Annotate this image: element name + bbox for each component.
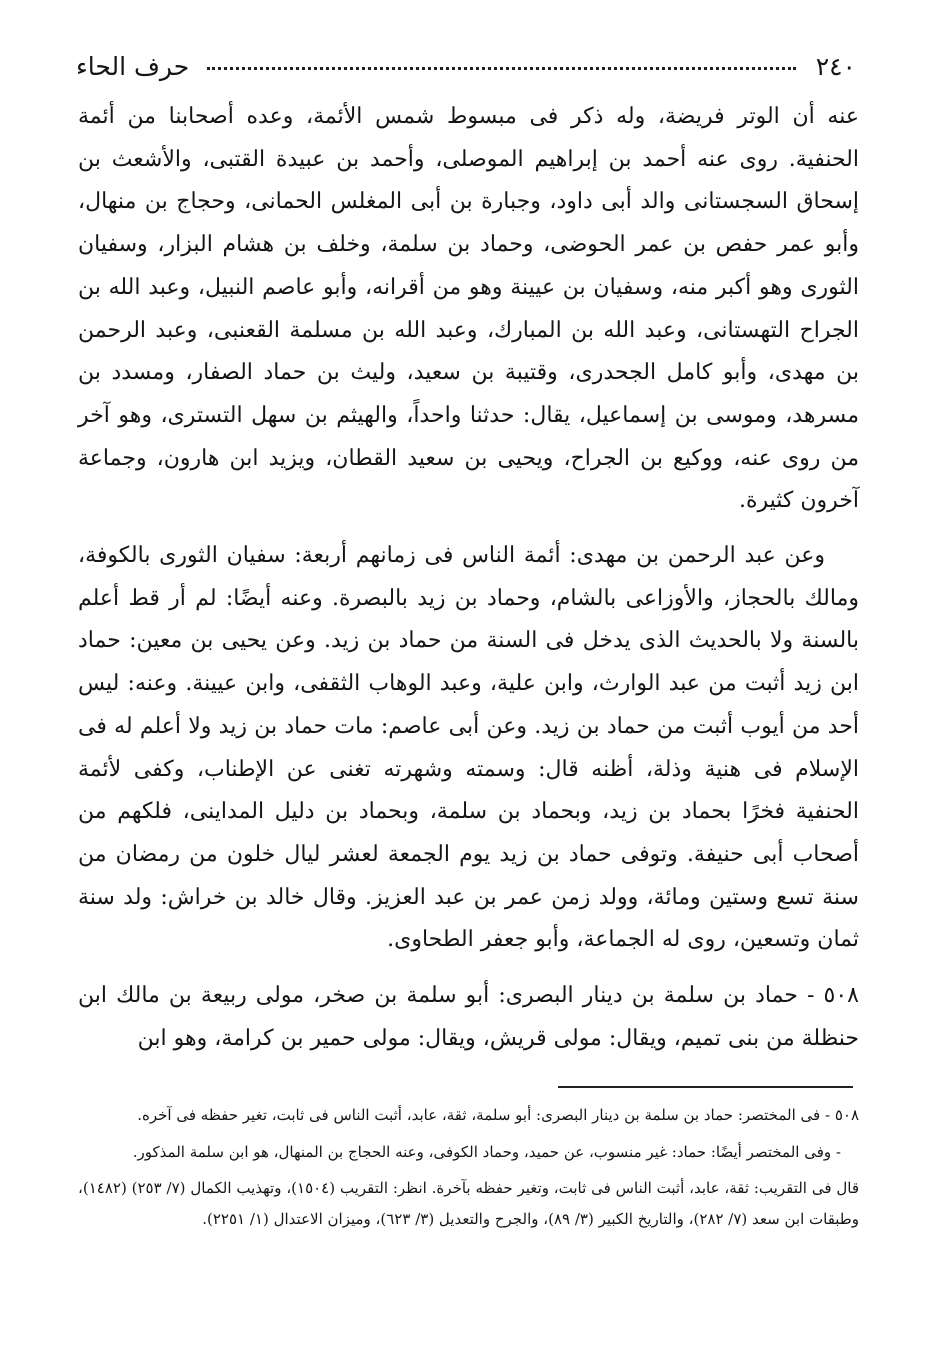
biography-entry-508: ٥٠٨ - حماد بن سلمة بن دينار البصرى: أبو سلمة بن صخر، مولى ربيعة بن مالك ابن حنظلة من بنى تميم، ويقال: مولى قريش، ويقال: مولى حمير بن كرامة، وهو ابن [78, 983, 859, 1051]
header-dotted-leader [207, 67, 796, 70]
footnote-508-summary: ٥٠٨ - فى المختصر: حماد بن سلمة بن دينار البصرى: أبو سلمة، ثقة، عابد، أثبت الناس فى ثابت، تغير حفظه فى آخره. [137, 1106, 859, 1124]
body-paragraph-2: وعن عبد الرحمن بن مهدى: أئمة الناس فى زمانهم أربعة: سفيان الثورى بالكوفة، ومالك بالحجاز، والأوزاعى بالشام، وحماد بن زيد بالبصرة. وعنه أيضًا: لم أر قط أعلم بالسنة ولا بالحديث الذى يدخل فى السنة من حماد بن زيد. وعن يحيى بن معين: حماد ابن زيد أثبت من عبد الوارث، وابن علية، وعبد الوهاب الثقفى، وابن عيينة. وعنه: ليس أحد من أيوب أثبت من حماد بن زيد. وعن أبى عاصم: مات حماد بن زيد ولا أعلم له فى الإسلام فى هنية وذلة، أظنه قال: وسمته وشهرته تغنى عن الإطناب، وكفى لأئمة الحنفية فخرًا بحماد بن زيد، وبحماد بن سلمة، وبحماد بن دليل المداينى، فلكهم من أصحاب أبى حنيفة. وتوفى حماد بن زيد يوم الجمعة لعشر ليال خلون من رمضان من سنة تسع وستين ومائة، وولد زمن عمر بن عبد العزيز. وقال خالد بن خراش: ولد سنة ثمان وتسعين، روى له الجماعة، وأبو جعفر الطحاوى. [78, 543, 859, 953]
body-paragraph-1: عنه أن الوتر فريضة، وله ذكر فى مبسوط شمس الأئمة، وعده أصحابنا من أئمة الحنفية. روى عنه أحمد بن إبراهيم الموصلى، وأحمد بن عبيدة القتبى، والأشعث بن إسحاق السجستانى والد أبى داود، وجبارة بن أبى المغلس الحمانى، وحجاج بن منهال، وأبو عمر حفص بن عمر الحوضى، وحماد بن سلمة، وخلف بن هشام البزار، وسفيان الثورى وهو أكبر منه، وسفيان بن عيينة وهو من أقرانه، وأبو عاصم النبيل، وعبد الله بن الجراح التهستانى، وعبد الله بن المبارك، وعبد الله بن مسلمة القعنبى، وعبد الرحمن بن مهدى، وأبو كامل الجحدرى، وقتيبة بن سعيد، وليث بن حماد الصفار، ومسدد بن مسرهد، وموسى بن إسماعيل، يقال: حدثنا واحداً، والهيثم بن سهل التسترى، وهو آخر من روى عنه، ووكيع بن الجراح، ويحيى بن سعيد القطان، ويزيد ابن هارون، وجماعة آخرون كثيرة. [78, 104, 859, 514]
running-header [72, 42, 856, 90]
main-text [78, 96, 859, 1060]
footnote-508-second-summary: - وفى المختصر أيضًا: حماد: غير منسوب، عن حميد، وحماد الكوفى، وعنه الحجاج بن المنهال، هو ابن سلمة المذكور. [132, 1142, 841, 1161]
chapter-title: حرف الحاء [76, 51, 190, 81]
footnotes [78, 1100, 859, 1234]
footnote-divider [558, 1086, 853, 1088]
footnote-508-references: قال فى التقريب: ثقة، عابد، أثبت الناس فى ثابت، وتغير حفظه بآخرة. انظر: التقريب (١٥٠٤)، وتهذيب الكمال (٧/ ٢٥٣) (١٤٨٢)، وطبقات ابن سعد (٧/ ٢٨٢)، والتاريخ الكبير (٣/ ٨٩)، والجرح والتعديل (٣/ ٦٢٣)، وميزان الاعتدال (١/ ٢٢٥١). [78, 1179, 859, 1228]
page-number: ٢٤٠ [815, 51, 856, 81]
